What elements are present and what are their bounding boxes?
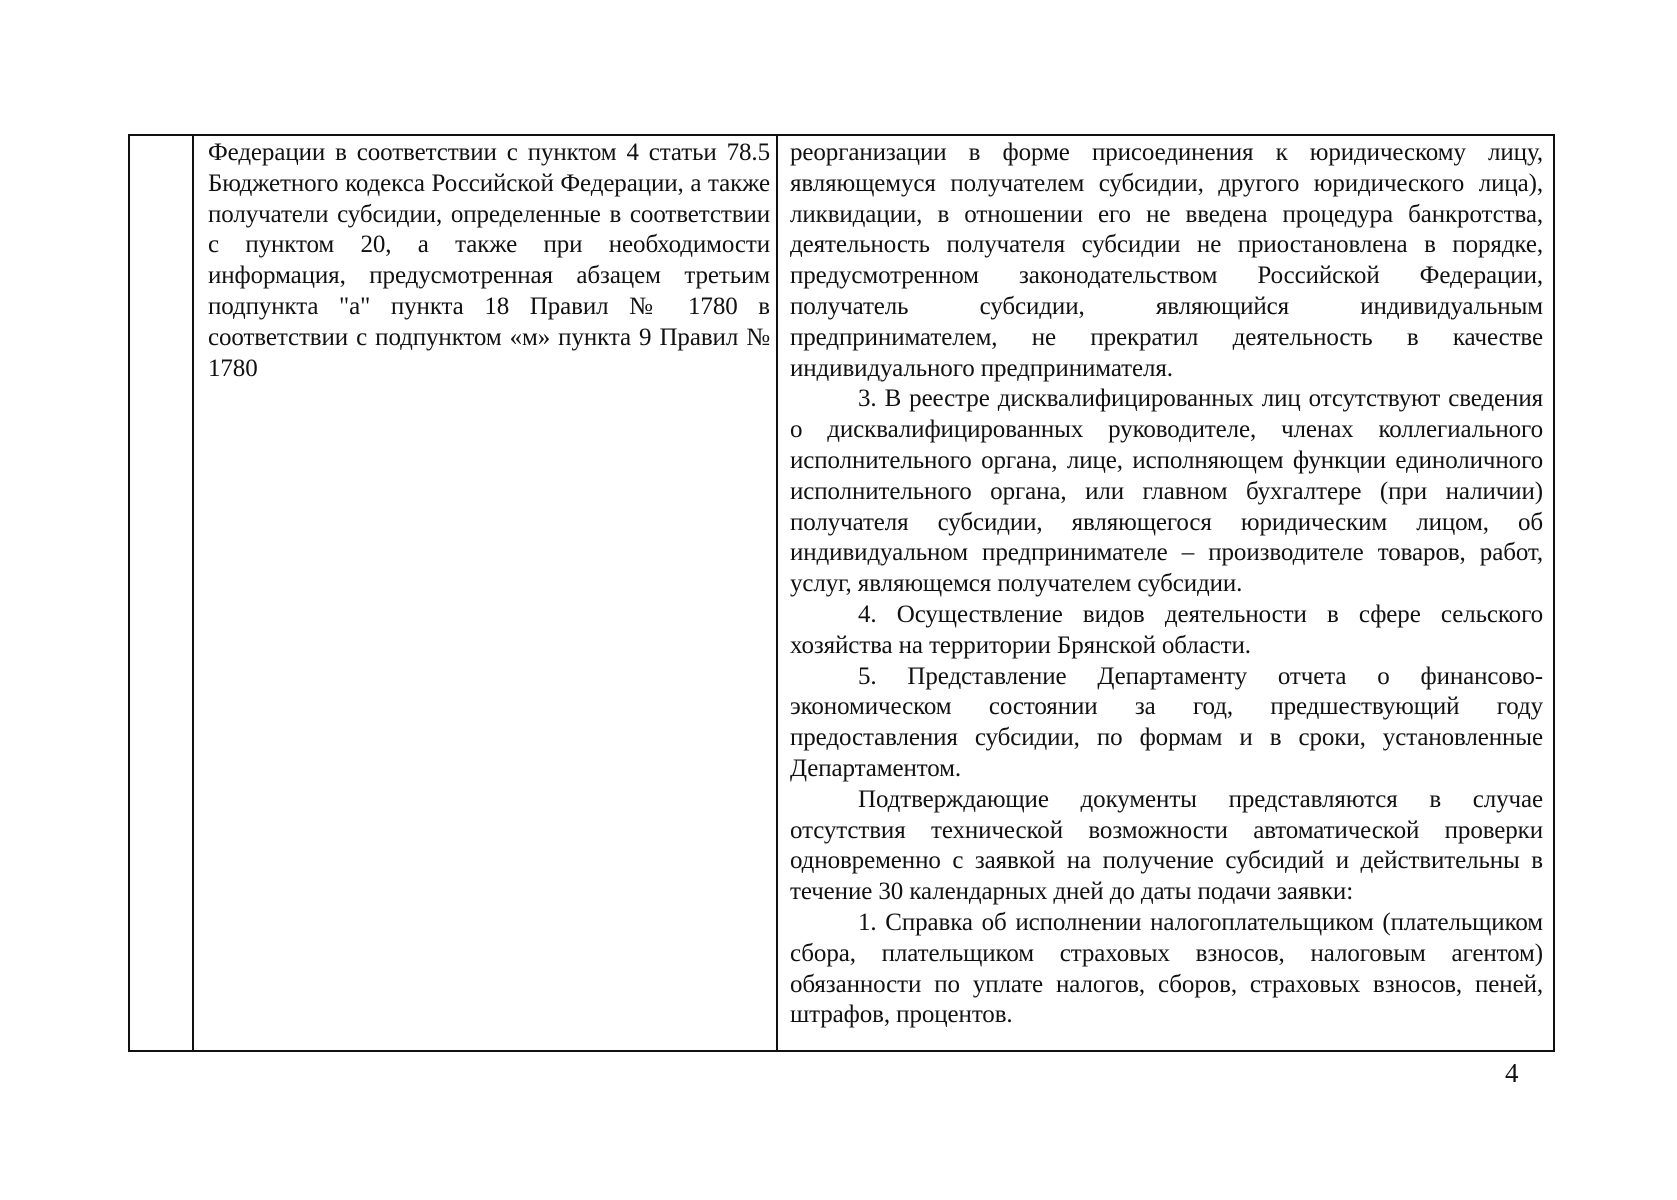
requirements-table [128, 134, 1555, 1052]
documents-paragraph-item-3: 3. В реестре дисквалифицированных лиц отсутствуют сведения о дисквалифицированных руководителе, членах коллегиального исполнительного органа, лице, исполняющем функции единоличного исполнительного органа, или главном бухгалтере (при наличии) получателя субсидии, являющегося юридическим лицом, об индивидуальном предпринимателе – производителе товаров, работ, услуг, являющемся получателем субсидии. [790, 385, 1543, 598]
requirement-text: Федерации в соответствии с пунктом 4 статьи 78.5 Бюджетного кодекса Российской Федерации, а также получатели субсидии, определенные в соответствии с пунктом 20, а также при необходимости информация, предусмотренная абзацем третьим подпункта "а" пункта 18 Правил № 1780 в соответствии с подпунктом «м» пункта 9 Правил № 1780 [208, 139, 770, 382]
documents-cell [778, 136, 1553, 1050]
documents-paragraph-certificate-1: 1. Справка об исполнении налогоплательщиком (плательщиком сбора, плательщиком страховых взносов, налоговым агентом) обязанности по уплате налогов, сборов, страховых взносов, пеней, штрафов, процентов. [790, 908, 1543, 1029]
page-number: 4 [1505, 1058, 1519, 1088]
row-number-cell [130, 136, 194, 1050]
documents-paragraph-continuation: реорганизации в форме присоединения к юридическому лицу, являющемуся получателем субсидии, другого юридического лица), ликвидации, в отношении его не введена процедура банкротства, деятельность получателя субсидии не приостановлена в порядке, предусмотренном законодательством Российской Федерации, получатель субсидии, являющийся индивидуальным предпринимателем, не прекратил деятельность в качестве индивидуального предпринимателя. [790, 139, 1543, 382]
requirement-cell [194, 136, 778, 1050]
documents-paragraph-confirming-docs: Подтверждающие документы представляются в случае отсутствия технической возможности автоматической проверки одновременно с заявкой на получение субсидий и действительны в течение 30 календарных дней до даты подачи заявки: [790, 785, 1543, 906]
documents-paragraph-item-5: 5. Представление Департаменту отчета о финансово-экономическом состоянии за год, предшествующий году предоставления субсидии, по формам и в сроки, установленные Департаментом. [790, 662, 1543, 782]
documents-paragraph-item-4: 4. Осуществление видов деятельности в сфере сельского хозяйства на территории Брянской области. [790, 600, 1543, 659]
